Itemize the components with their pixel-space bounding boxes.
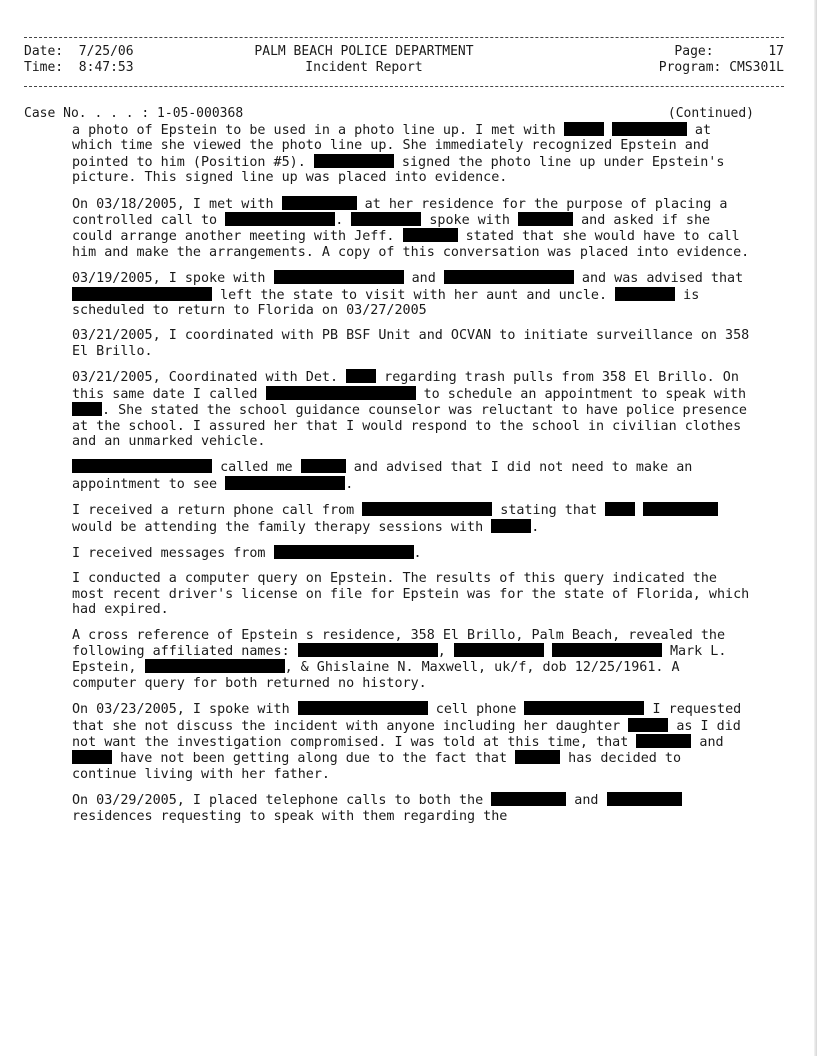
text-fragment: On 03/23/2005, I spoke with	[72, 702, 290, 718]
text-fragment: residences requesting to speak with them regarding the	[72, 808, 508, 824]
program-id: Program: CMS301L	[658, 60, 784, 75]
paragraph-cross-reference	[72, 628, 752, 692]
redaction-block	[564, 122, 604, 136]
text-fragment: left the state to visit with her aunt and uncle.	[220, 287, 608, 303]
text-fragment: and	[699, 735, 724, 750]
department-name: PALM BEACH POLICE DEPARTMENT	[254, 44, 474, 59]
redaction-block	[643, 502, 718, 516]
case-number: Case No. . . . : 1-05-000368	[24, 106, 244, 121]
text-fragment: spoke with	[429, 213, 510, 229]
redaction-block	[628, 718, 668, 732]
redaction-block	[612, 122, 687, 136]
text-fragment: cell phone	[435, 702, 517, 718]
redaction-block	[225, 476, 345, 490]
report-time: Time: 8:47:53	[24, 60, 134, 75]
text-fragment: called me	[220, 460, 293, 476]
redaction-block	[274, 545, 414, 559]
redaction-block	[515, 750, 560, 764]
paragraph-cell-phone	[72, 701, 752, 782]
text-fragment: Mark L. Epstein,	[72, 643, 727, 676]
header-top-rule	[24, 37, 784, 38]
text-fragment: .	[345, 476, 354, 492]
paragraph-state-departure	[72, 270, 752, 318]
text-fragment: have not been getting along due to the fact that	[120, 751, 508, 767]
text-fragment: .	[413, 545, 422, 561]
text-fragment: and	[411, 271, 436, 287]
redaction-block	[274, 270, 404, 284]
text-fragment: at which time she viewed the photo line up. She immediately recognized Epstein and pointed to him (Position #5).	[72, 123, 712, 170]
paragraph-return-call	[72, 502, 752, 535]
text-fragment: as I did not want the investigation compromised. I was told at this time, that	[72, 718, 741, 750]
paragraph-controlled-call	[72, 196, 752, 261]
page-number: Page: 17	[674, 44, 784, 59]
text-fragment: 03/21/2005, Coordinated with Det.	[72, 370, 339, 386]
redaction-block	[298, 643, 438, 657]
redaction-block	[346, 369, 376, 383]
redaction-block	[298, 701, 428, 715]
continued-label: (Continued)	[667, 106, 754, 121]
redaction-block	[607, 792, 682, 806]
text-fragment: a photo of Epstein to be used in a photo line up. I met with	[72, 123, 556, 138]
redaction-block	[72, 287, 212, 301]
text-fragment: ,	[437, 643, 446, 659]
paragraph-telephone-calls	[72, 792, 752, 824]
report-body	[72, 122, 752, 834]
redaction-block	[454, 643, 544, 657]
redaction-block	[266, 386, 416, 400]
text-fragment: to schedule an appointment to speak with	[423, 386, 747, 402]
header-bottom-rule	[24, 86, 784, 87]
redaction-block	[72, 402, 102, 416]
text-fragment: regarding trash pulls from 358 El Brillo. On this same date I called	[72, 370, 739, 402]
text-fragment: , & Ghislaine N. Maxwell, uk/f, dob 12/25/1961. A computer query for both returned no history.	[72, 660, 680, 691]
text-fragment: and was advised that	[581, 271, 744, 287]
text-fragment: is scheduled to return to Florida on 03/27/2005	[72, 287, 700, 319]
text-fragment: and advised that I did not need to make an appointment to see	[72, 460, 693, 492]
text-fragment: stating that	[500, 503, 598, 519]
redaction-block	[491, 792, 566, 806]
redaction-block	[615, 287, 675, 301]
paragraph-appointment	[72, 459, 752, 492]
text-fragment: . She stated the school guidance counselor was reluctant to have police presence at the school. I assured her that I would respond to the school in civilian clothes and an unmarked vehicle.	[72, 403, 747, 449]
text-fragment: has decided to continue living with her father.	[72, 751, 682, 782]
text-fragment: On 03/29/2005, I placed telephone calls to both the	[72, 793, 484, 809]
text-fragment: and asked if she could arrange another meeting with Jeff.	[72, 213, 711, 245]
paragraph-photo-lineup	[72, 122, 752, 186]
redaction-block	[444, 270, 574, 284]
report-header	[24, 44, 784, 76]
text-fragment: A cross reference of Epstein s residence, 358 El Brillo, Palm Beach, revealed the following affiliated names:	[72, 627, 726, 659]
text-fragment: .	[335, 213, 344, 229]
redaction-block	[491, 519, 531, 533]
text-fragment: signed the photo line up under Epstein's picture. This signed line up was placed into evidence.	[72, 154, 725, 186]
text-fragment: I requested that she not discuss the incident with anyone including her daughter	[72, 702, 742, 734]
text-fragment: I received a return phone call from	[72, 503, 355, 519]
redaction-block	[552, 643, 662, 657]
text-fragment: at her residence for the purpose of placing a controlled call to	[72, 196, 728, 229]
text-fragment: would be attending the family therapy sessions with	[72, 519, 484, 535]
redaction-block	[314, 154, 394, 168]
paragraph-trash-pulls	[72, 369, 752, 449]
report-title: Incident Report	[305, 60, 423, 75]
redaction-block	[145, 659, 285, 673]
redaction-block	[225, 212, 335, 226]
paragraph-messages	[72, 545, 752, 561]
text-fragment: On 03/18/2005, I met with	[72, 196, 274, 212]
redaction-block	[72, 750, 112, 764]
redaction-block	[403, 228, 458, 242]
redaction-block	[605, 502, 635, 516]
paragraph-computer-query: I conducted a computer query on Epstein. The results of this query indicated the most recent driver's license on file for Epstein was for the state of Florida, which had expired.	[72, 571, 750, 618]
text-fragment: and	[574, 793, 599, 809]
text-fragment: I received messages from	[72, 545, 266, 561]
redaction-block	[362, 502, 492, 516]
redaction-block	[524, 701, 644, 715]
redaction-block	[351, 212, 421, 226]
redaction-block	[282, 196, 357, 210]
text-fragment: 03/19/2005, I spoke with	[72, 271, 266, 287]
paragraph-surveillance: 03/21/2005, I coordinated with PB BSF Unit and OCVAN to initiate surveillance on 358 El Brillo.	[72, 328, 750, 359]
redaction-block	[518, 212, 573, 226]
redaction-block	[636, 734, 691, 748]
text-fragment: .	[531, 519, 540, 535]
redaction-block	[301, 459, 346, 473]
text-fragment: stated that she would have to call him and make the arrangements. A copy of this conversation was placed into evidence.	[72, 229, 750, 260]
redaction-block	[72, 459, 212, 473]
report-date: Date: 7/25/06	[24, 44, 134, 59]
